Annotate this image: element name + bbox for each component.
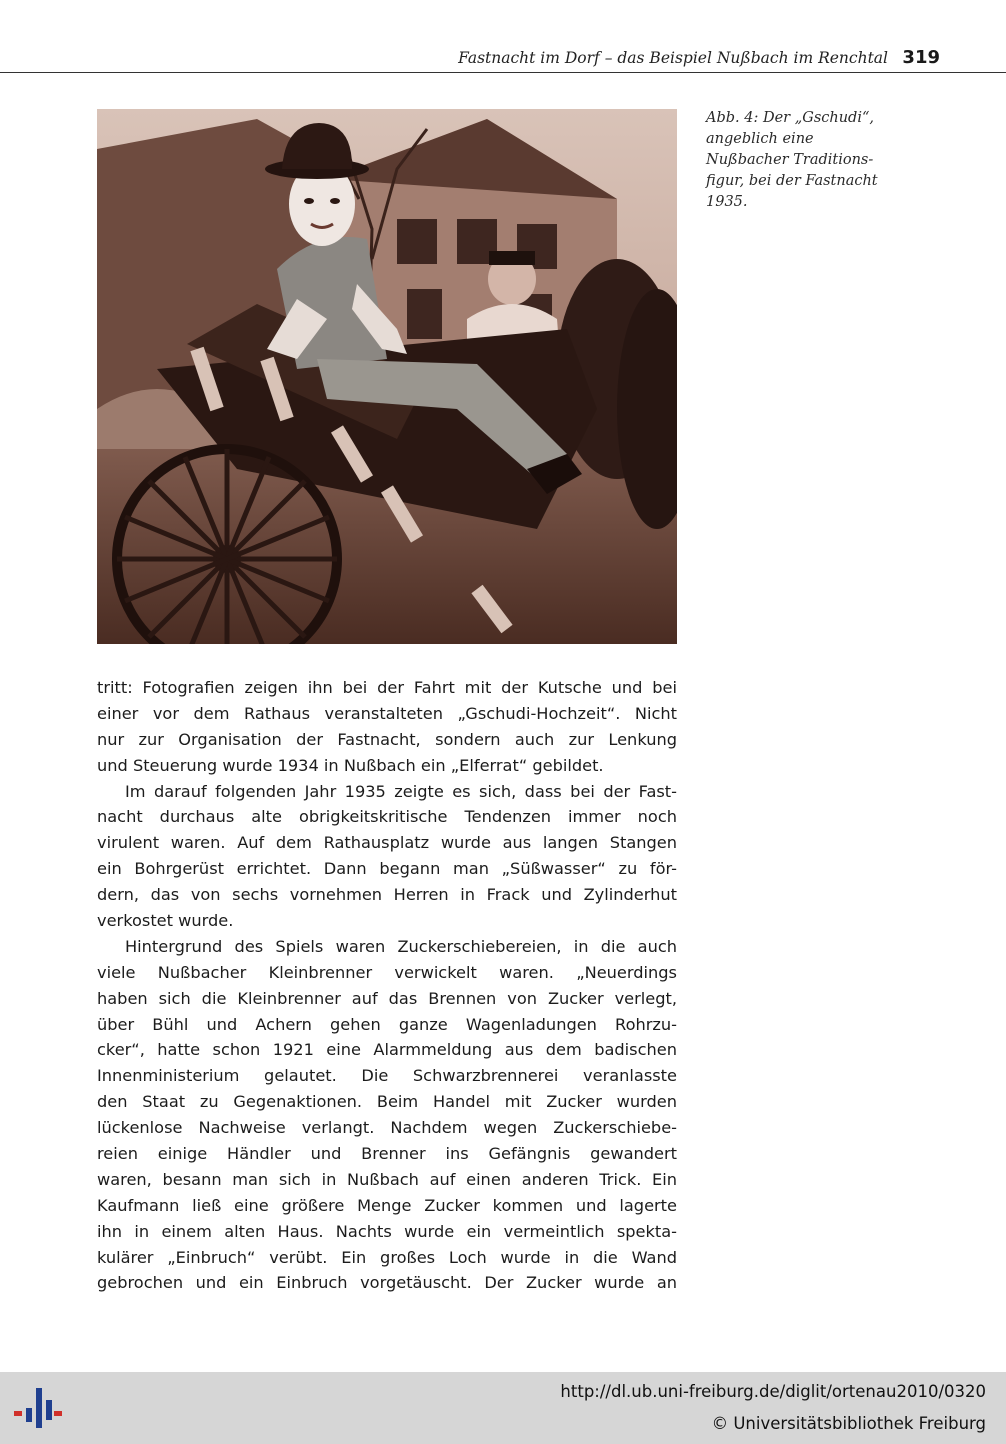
page-number: 319 — [902, 47, 940, 68]
text-line: ihn in einem alten Haus. Nachts wurde ein vermeintlich spekta- — [97, 1221, 677, 1241]
caption-line: Abb. 4: Der „Gschudi“, — [706, 110, 874, 126]
text-line: einer vor dem Rathaus veranstalteten „Gschudi-Hochzeit“. Nicht — [97, 703, 677, 723]
body-text — [97, 675, 677, 1296]
text-line: nur zur Organisation der Fastnacht, sondern auch zur Lenkung — [97, 729, 677, 749]
text-line: waren, besann man sich in Nußbach auf einen anderen Trick. Ein — [97, 1169, 677, 1189]
text-line: verkostet wurde. — [97, 911, 234, 931]
figure-photo — [97, 109, 677, 644]
text-line: Innenministerium gelautet. Die Schwarzbrennerei veranlasste — [97, 1066, 677, 1086]
text-line: nacht durchaus alte obrigkeitskritische Tendenzen immer noch — [97, 807, 677, 827]
text-line: reien einige Händler und Brenner ins Gefängnis gewandert — [97, 1144, 677, 1164]
text-line: Im darauf folgenden Jahr 1935 zeigte es sich, dass bei der Fast- — [125, 781, 677, 801]
carnival-carriage-photo — [97, 109, 677, 644]
text-line: Hintergrund des Spiels waren Zuckerschiebereien, in die auch — [125, 936, 677, 956]
text-line: tritt: Fotografien zeigen ihn bei der Fahrt mit der Kutsche und bei — [97, 678, 677, 697]
footer-bar — [0, 1372, 1006, 1444]
text-line: lückenlose Nachweise verlangt. Nachdem wegen Zuckerschiebe- — [97, 1118, 677, 1138]
figure-caption — [706, 108, 906, 213]
text-line: haben sich die Kleinbrenner auf das Brennen von Zucker verlegt, — [97, 988, 677, 1008]
caption-line: figur, bei der Fastnacht — [706, 173, 878, 189]
text-line: kulärer „Einbruch“ verübt. Ein großes Loch wurde in die Wand — [97, 1247, 677, 1267]
text-line: cker“, hatte schon 1921 eine Alarmmeldung aus dem badischen — [97, 1040, 677, 1060]
text-line: über Bühl und Achern gehen ganze Wagenladungen Rohrzu- — [97, 1014, 677, 1034]
copyright-notice: © Universitätsbibliothek Freiburg — [711, 1414, 986, 1433]
text-line: gebrochen und ein Einbruch vorgetäuscht. Der Zucker wurde an — [97, 1273, 677, 1293]
text-line: ein Bohrgerüst errichtet. Dann begann man „Süßwasser“ zu för- — [97, 859, 677, 879]
running-header — [0, 44, 1006, 74]
text-line: virulent waren. Auf dem Rathausplatz wurde aus langen Stangen — [97, 833, 677, 853]
text-line: Kaufmann ließ eine größere Menge Zucker kommen und lagerte — [97, 1195, 677, 1215]
caption-line: angeblich eine — [706, 131, 814, 147]
caption-line: Nußbacher Traditions- — [706, 152, 874, 168]
running-title: Fastnacht im Dorf – das Beispiel Nußbach im Renchtal — [458, 49, 888, 67]
library-logo-icon — [14, 1384, 62, 1436]
caption-line: 1935. — [706, 194, 748, 210]
text-line: viele Nußbacher Kleinbrenner verwickelt waren. „Neuerdings — [97, 962, 677, 982]
source-url-link[interactable]: http://dl.ub.uni-freiburg.de/diglit/ortenau2010/0320 — [560, 1382, 986, 1401]
text-line: und Steuerung wurde 1934 in Nußbach ein „Elferrat“ gebildet. — [97, 755, 604, 775]
text-line: den Staat zu Gegenaktionen. Beim Handel mit Zucker wurden — [97, 1092, 677, 1112]
text-line: dern, das von sechs vornehmen Herren in Frack und Zylinderhut — [97, 885, 677, 905]
header-rule — [0, 72, 1006, 73]
